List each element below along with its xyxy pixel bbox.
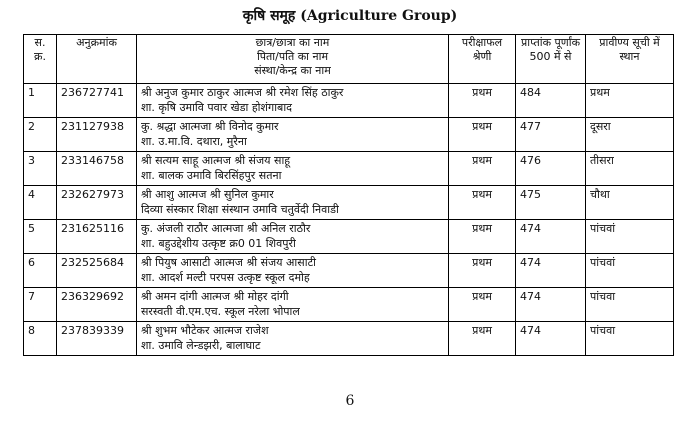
cell-result: प्रथम [449, 220, 516, 254]
cell-roll-number: 232627973 [57, 186, 137, 220]
cell-marks: 474 [516, 220, 586, 254]
table-row [24, 152, 674, 186]
cell-result: प्रथम [449, 152, 516, 186]
table-row [24, 186, 674, 220]
cell-rank: पांचवा [586, 288, 674, 322]
table-row [24, 118, 674, 152]
table-row [24, 322, 674, 356]
cell-marks: 474 [516, 254, 586, 288]
header-result: परीक्षाफल श्रेणी [449, 35, 516, 84]
cell-roll-number: 233146758 [57, 152, 137, 186]
cell-name [137, 322, 449, 356]
cell-serial-no: 2 [24, 118, 57, 152]
student-name: कु. श्रद्धा आत्मजा श्री विनोद कुमार [141, 120, 279, 133]
cell-rank: पांचवां [586, 220, 674, 254]
cell-serial-no: 6 [24, 254, 57, 288]
cell-result: प्रथम [449, 288, 516, 322]
cell-marks: 476 [516, 152, 586, 186]
cell-result: प्रथम [449, 322, 516, 356]
cell-name [137, 220, 449, 254]
cell-marks: 474 [516, 288, 586, 322]
cell-roll-number: 232525684 [57, 254, 137, 288]
student-name: श्री अनुज कुमार ठाकुर आत्मज श्री रमेश सिंह ठाकुर [141, 86, 344, 99]
school-name: सरस्वती वी.एम.एच. स्कूल नरेला भोपाल [141, 305, 300, 318]
cell-serial-no: 1 [24, 84, 57, 118]
header-serial-no: स. क्र. [24, 35, 57, 84]
cell-serial-no: 3 [24, 152, 57, 186]
cell-roll-number: 237839339 [57, 322, 137, 356]
header-name [137, 35, 449, 84]
cell-name [137, 254, 449, 288]
cell-serial-no: 7 [24, 288, 57, 322]
header-marks: प्राप्तांक पूर्णांक 500 में से [516, 35, 586, 84]
cell-marks: 484 [516, 84, 586, 118]
cell-serial-no: 5 [24, 220, 57, 254]
header-roll-number: अनुक्रमांक [57, 35, 137, 84]
student-name: श्री शुभम भौटेकर आत्मज राजेश [141, 324, 269, 337]
cell-roll-number: 231127938 [57, 118, 137, 152]
student-name: श्री सत्यम साहू आत्मज श्री संजय साहू [141, 154, 291, 167]
cell-result: प्रथम [449, 84, 516, 118]
cell-roll-number: 236329692 [57, 288, 137, 322]
cell-name [137, 84, 449, 118]
school-name: शा. बालक उमावि बिरसिंहपुर सतना [141, 169, 282, 182]
cell-serial-no: 4 [24, 186, 57, 220]
cell-roll-number: 231625116 [57, 220, 137, 254]
cell-rank: पांचवा [586, 322, 674, 356]
cell-name [137, 288, 449, 322]
school-name: शा. उ.मा.वि. दथारा, मुरैना [141, 135, 247, 148]
header-name-line2: पिता/पति का नाम [256, 50, 329, 63]
page-number: 6 [345, 393, 355, 409]
cell-result: प्रथम [449, 118, 516, 152]
cell-result: प्रथम [449, 186, 516, 220]
cell-marks: 477 [516, 118, 586, 152]
cell-name [137, 118, 449, 152]
student-name: कु. अंजली राठौर आत्मजा श्री अनिल राठौर [141, 222, 311, 235]
cell-rank: तीसरा [586, 152, 674, 186]
cell-marks: 474 [516, 322, 586, 356]
header-rank: प्रावीण्य सूची में स्थान [586, 35, 674, 84]
cell-rank: प्रथम [586, 84, 674, 118]
cell-name [137, 152, 449, 186]
merit-list-table [23, 34, 674, 356]
table-header-row [24, 35, 674, 84]
header-name-line1: छात्र/छात्रा का नाम [255, 36, 330, 49]
table-row [24, 84, 674, 118]
student-name: श्री पियुष आसाटी आत्मज श्री संजय आसाटी [141, 256, 316, 269]
cell-rank: दूसरा [586, 118, 674, 152]
school-name: शा. आदर्श मल्टी परपस उत्कृष्ट स्कूल दमोह [141, 271, 310, 284]
cell-roll-number: 236727741 [57, 84, 137, 118]
student-name: श्री आशु आत्मज श्री सुनिल कुमार [141, 188, 274, 201]
cell-rank: पांचवां [586, 254, 674, 288]
table-row [24, 220, 674, 254]
cell-serial-no: 8 [24, 322, 57, 356]
cell-name [137, 186, 449, 220]
table-row [24, 288, 674, 322]
cell-marks: 475 [516, 186, 586, 220]
school-name: शा. बहुउद्देशीय उत्कृष्ट क्र0 01 शिवपुरी [141, 237, 296, 250]
school-name: शा. उमावि लेन्डझरी, बालाघाट [141, 339, 261, 352]
cell-rank: चौथा [586, 186, 674, 220]
document-title: कृषि समूह (Agriculture Group) [242, 8, 458, 24]
cell-result: प्रथम [449, 254, 516, 288]
school-name: शा. कृषि उमावि पवार खेडा होशंगाबाद [141, 101, 293, 114]
header-name-line3: संस्था/केन्द्र का नाम [254, 64, 331, 77]
table-row [24, 254, 674, 288]
school-name: दिव्या संस्कार शिक्षा संस्थान उमावि चतुर्वेदी निवाडी [141, 203, 339, 216]
student-name: श्री अमन दांगी आत्मज श्री मोहर दांगी [141, 290, 289, 303]
